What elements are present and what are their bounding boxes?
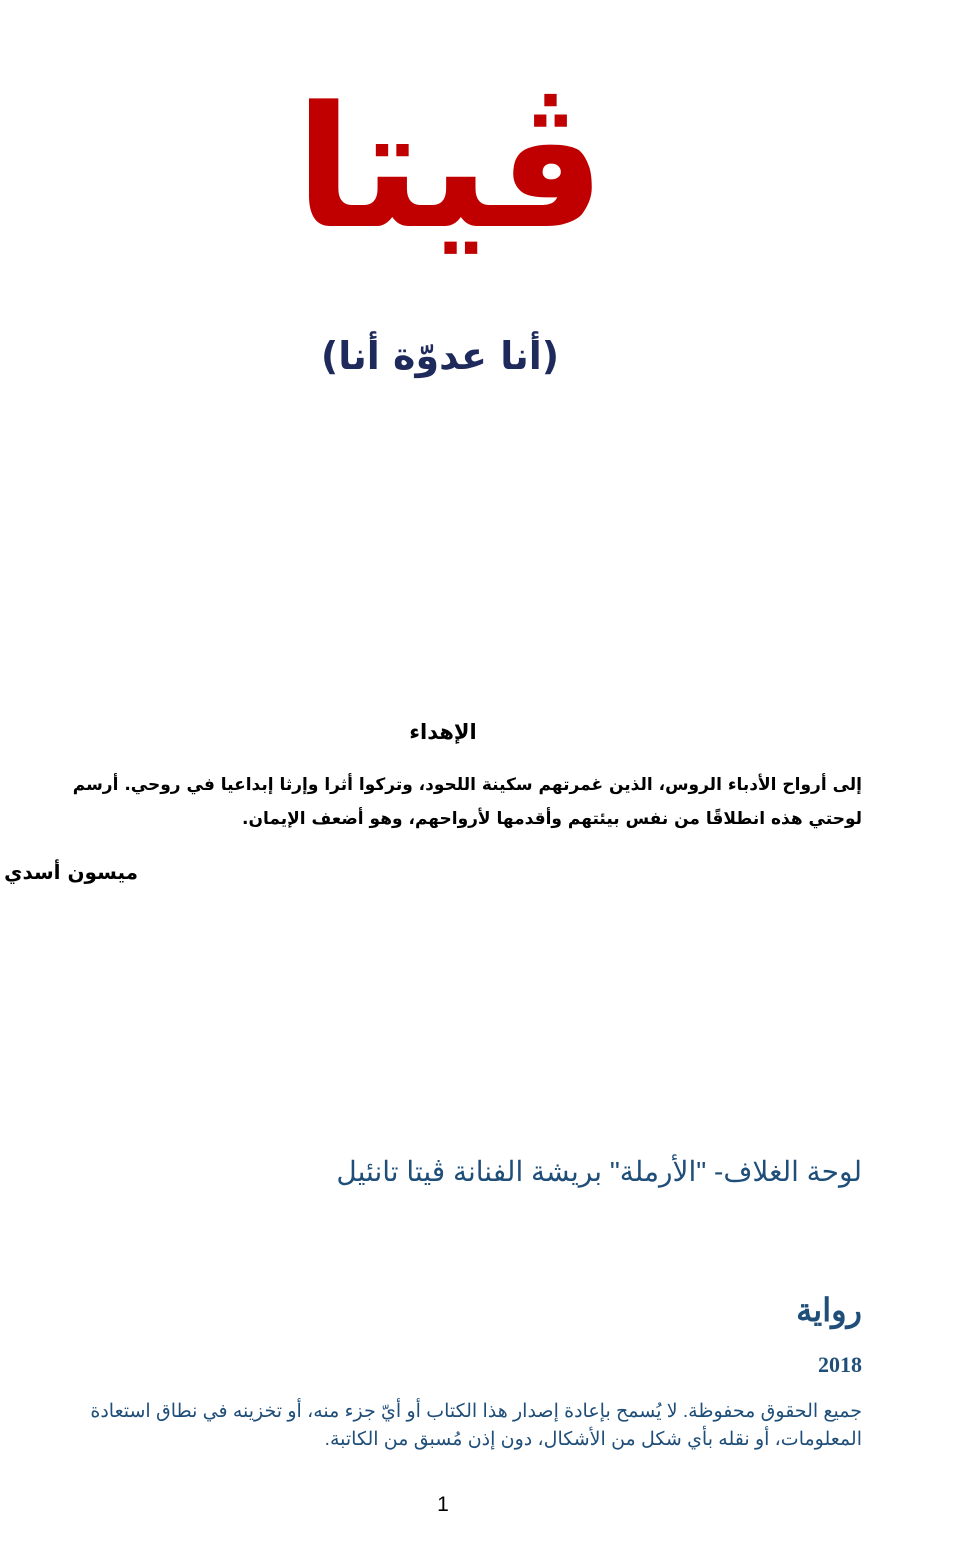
copyright-notice: جميع الحقوق محفوظة. لا يُسمح بإعادة إصدار هذا الكتاب أو أيّ جزء منه، أو تخزينه في نطاق استعادة المعلومات، أو نقله بأي شكل من الأشكال، دون إذن مُسبق من الكاتبة. [90, 1401, 862, 1450]
book-subtitle: (أنا عدوّة أنا) [320, 334, 560, 378]
book-title: ڤيتا [294, 70, 606, 266]
page-number: 1 [437, 1493, 449, 1516]
cover-art-credit: لوحة الغلاف- "الأرملة" بريشة الفنانة ڤيتا تانئيل [336, 1156, 862, 1187]
dedication-heading: الإهداء [409, 720, 477, 744]
dedication-author: ميسون أسدي [4, 860, 138, 884]
genre-label: رواية [796, 1292, 862, 1328]
dedication-text: إلى أرواح الأدباء الروس، الذين غمرتهم سكينة اللحود، وتركوا أثرا وإرثا إبداعيا في روحي. أرسم لوحتي هذه انطلاقًا من نفس بيئتهم وأقدمها لأرواحهم، وهو أضعف الإيمان. [72, 775, 862, 829]
publication-year: 2018 [818, 1352, 862, 1377]
